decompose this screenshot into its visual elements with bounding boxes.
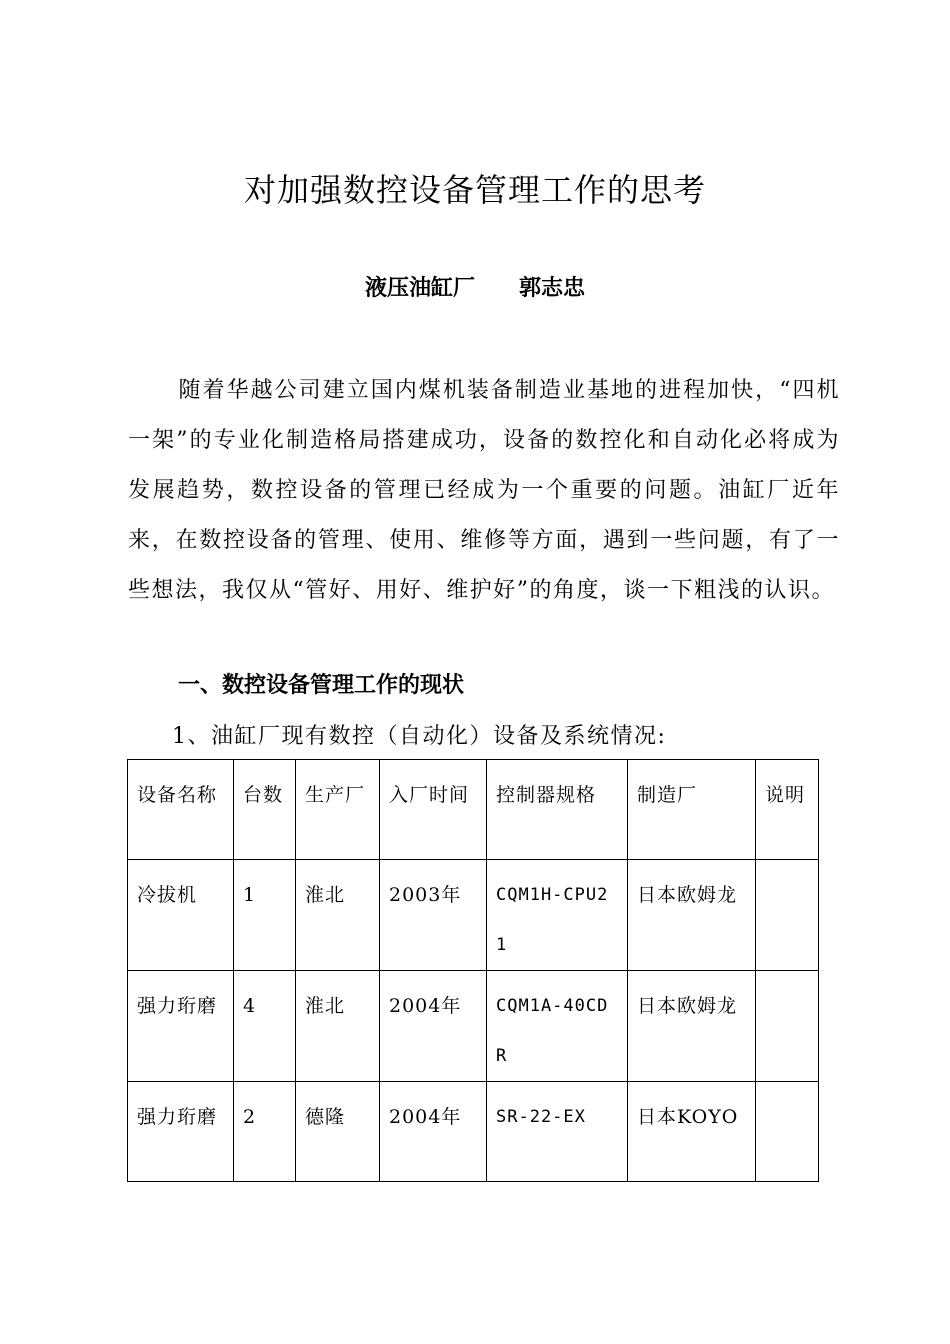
- cell-manufacturer: 日本欧姆龙: [628, 860, 756, 971]
- table-row: [128, 1082, 819, 1182]
- intro-paragraph-text: 随着华越公司建立国内煤机装备制造业基地的进程加快，“四机一架”的专业化制造格局搭建成功，设备的数控化和自动化必将成为发展趋势，数控设备的管理已经成为一个重要的问题。油缸厂近年来，在数控设备的管理、使用、维修等方面，遇到一些问题，有了一些想法，我仅从“管好、用好、维护好”的角度，谈一下粗浅的认识。: [128, 378, 840, 603]
- header-cell-notes: 说明: [756, 760, 819, 860]
- cell-name: 强力珩磨: [128, 971, 234, 1082]
- cell-date: 2004年: [380, 1082, 487, 1182]
- cell-count: 4: [234, 971, 296, 1082]
- header-cell-controller: 控制器规格: [487, 760, 628, 860]
- document-title: 对加强数控设备管理工作的思考: [243, 171, 706, 209]
- cell-count: 2: [234, 1082, 296, 1182]
- intro-paragraph: [128, 366, 840, 616]
- cell-date: 2003年: [380, 860, 487, 971]
- cell-controller: CQM1A-40CDR: [487, 971, 628, 1082]
- table-row: [128, 971, 819, 1082]
- header-cell-manufacturer: 制造厂: [628, 760, 756, 860]
- table-row: [128, 860, 819, 971]
- section-heading: 一、数控设备管理工作的现状: [178, 673, 465, 698]
- cell-manufacturer: 日本欧姆龙: [628, 971, 756, 1082]
- cell-count: 1: [234, 860, 296, 971]
- author-org: 液压油缸厂: [364, 275, 475, 301]
- subsection-heading: 1、油缸厂现有数控（自动化）设备及系统情况:: [172, 724, 667, 749]
- cell-manufacturer: 日本KOYO: [628, 1082, 756, 1182]
- header-cell-count: 台数: [234, 760, 296, 860]
- cell-producer: 淮北: [296, 860, 380, 971]
- author-line: [0, 270, 950, 306]
- header-cell-name: 设备名称: [128, 760, 234, 860]
- cell-controller: SR-22-EX: [487, 1082, 628, 1182]
- cell-producer: 德隆: [296, 1082, 380, 1182]
- author-name: 郭志忠: [519, 275, 586, 301]
- header-cell-date: 入厂时间: [380, 760, 487, 860]
- cell-name: 冷拔机: [128, 860, 234, 971]
- cell-date: 2004年: [380, 971, 487, 1082]
- equipment-table: [127, 759, 819, 1182]
- header-cell-producer: 生产厂: [296, 760, 380, 860]
- table-header-row: [128, 760, 819, 860]
- cell-producer: 淮北: [296, 971, 380, 1082]
- cell-controller: CQM1H-CPU21: [487, 860, 628, 971]
- cell-notes: [756, 1082, 819, 1182]
- cell-notes: [756, 860, 819, 971]
- cell-notes: [756, 971, 819, 1082]
- cell-name: 强力珩磨: [128, 1082, 234, 1182]
